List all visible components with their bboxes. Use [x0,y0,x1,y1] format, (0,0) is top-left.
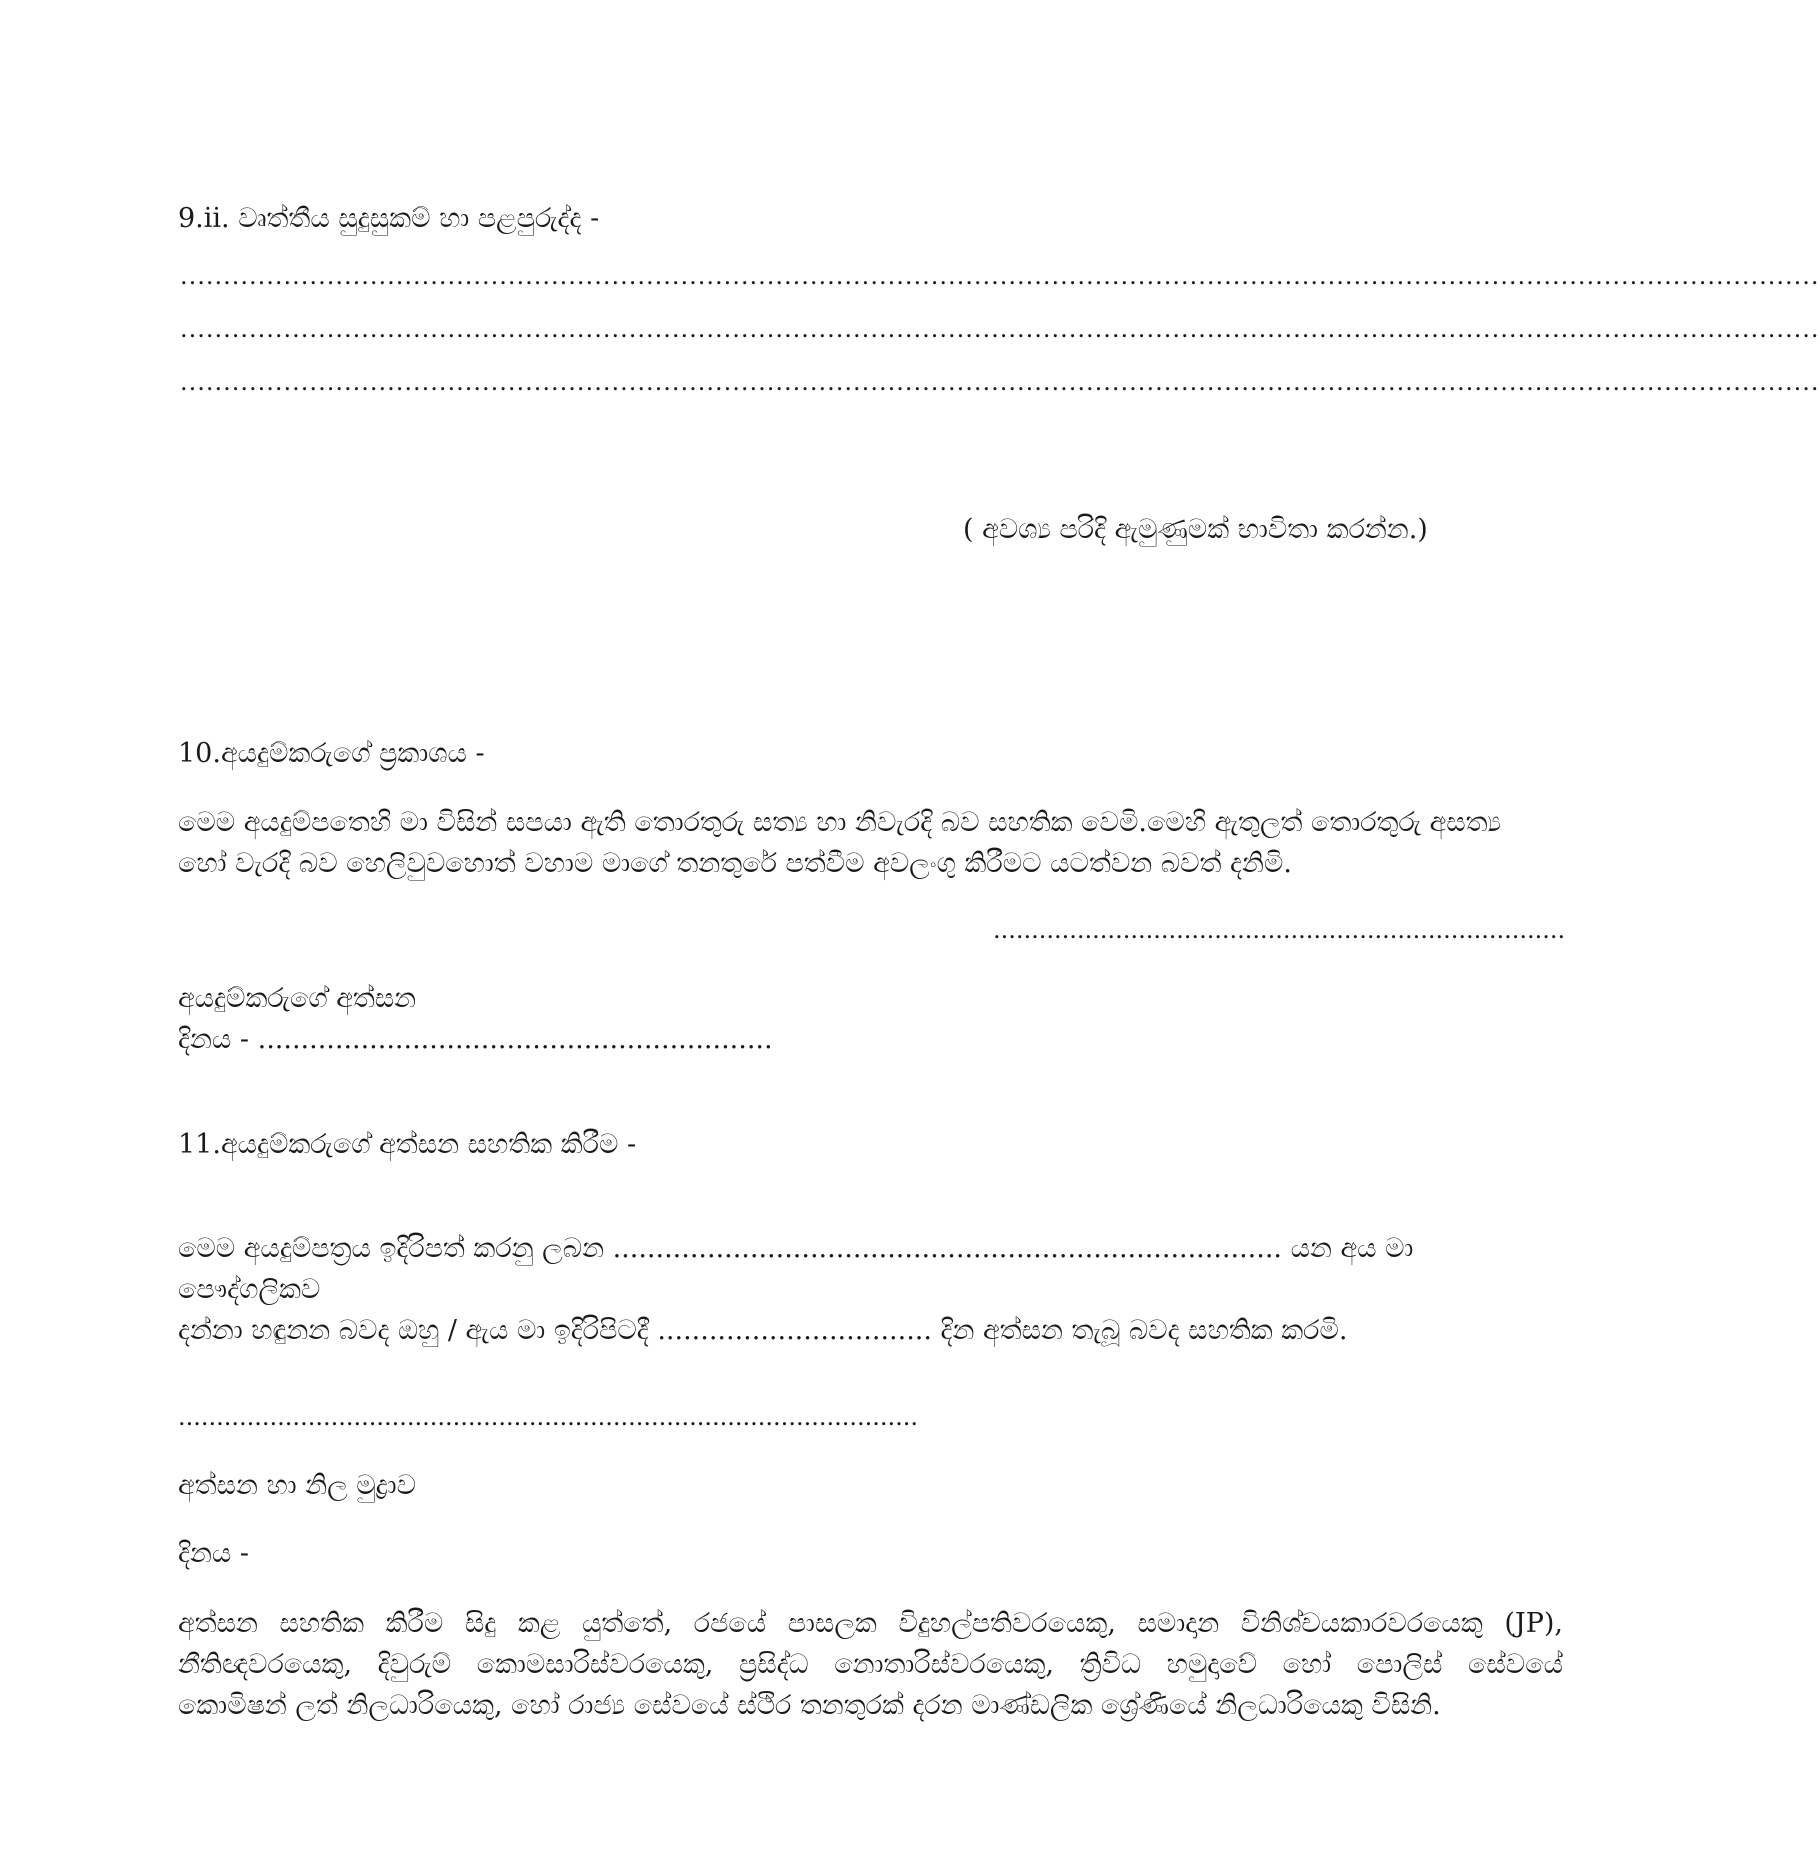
answer-dot-line-1[interactable]: .............................................................................................................................................................................................. [180,262,1820,290]
certifier-signature-line[interactable]: ................................................................................................. [178,1403,919,1431]
certification-line-1[interactable]: මෙම අයදුම්පත්‍රය ඉදිරිපත් කරනු ලබන .............................................................................. යන අය මා පෞද්ගලිකව [178,1233,1414,1305]
section-10-heading: 10.අයදුම්කරුගේ ප්‍රකාශය - [178,738,485,769]
declaration-line-2: හෝ වැරදි බව හෙලිවුවහොත් වහාම මාගේ තනතුරේ පත්වීම අවලංගු කිරීමට යටත්වන බවත් දනිමි. [178,848,1292,879]
declaration-text [178,802,1563,884]
eligibility-note-line-2: නීතිඥවරයෙකු, දිවුරුම් කොමසාරිස්වරයෙකු, ප්‍රසිද්ධ නොතාරිස්වරයෙකු, ත්‍රිවිධ හමුදාවේ හෝ පොලිස් සේවයේ [178,1649,1563,1680]
eligibility-note-line-3: කොමිෂන් ලත් නිලධාරියෙකු, හෝ රාජ්‍ය සේවයේ ස්ථිර තනතුරක් දරන මාණ්ඩලික ශ්‍රේණියේ නිලධාරියෙකු විසිනි. [178,1690,1441,1721]
certifier-date-field[interactable]: දිනය - [178,1538,250,1569]
section-11-heading: 11.අයදුම්කරුගේ අත්සන සහතික කිරීම - [178,1129,637,1160]
certifier-eligibility-note [178,1603,1563,1726]
answer-dot-line-2[interactable]: .............................................................................................................................................................................................. [180,315,1820,343]
eligibility-note-line-1: අත්සන සහතික කිරීම සිදු කළ යුත්තේ, රජයේ පාසලක විදුහල්පතිවරයෙකු, සමාදාන විනිශ්චයකාරවරයෙකු (JP), [178,1608,1563,1639]
signature-seal-label: අත්සන හා නිල මුද්‍රාව [178,1470,416,1501]
applicant-signature-line[interactable]: ........................................................................... [993,916,1566,944]
certification-line-2[interactable]: දන්නා හඳුනන බවද ඔහු / ඇය මා ඉදිරිපිටදී ................................ දින අත්සන තැබූ බවද සහතික කරමි. [178,1315,1348,1346]
declaration-line-1: මෙම අයදුම්පතෙහි මා විසින් සපයා ඇති තොරතුරු සත්‍ය හා නිවැරදි බව සහතික වෙමි.මෙහි ඇතුලත් තොරතුරු අසත්‍ය [178,807,1502,838]
applicant-signature-label: අයදුම්කරුගේ අත්සන [178,983,417,1014]
section-9-heading: 9.ii. වෘත්තීය සුදුසුකම් හා පළපුරුද්ද - [178,203,600,234]
answer-dot-line-3[interactable]: .............................................................................................................................................................................................. [180,368,1820,396]
attachment-note: ( අවශ්‍ය පරිදි ඇමුණුමක් භාවිතා කරන්න.) [963,514,1428,545]
applicant-date-field[interactable]: දිනය - ............................................................ [178,1024,773,1055]
certification-text [178,1228,1563,1351]
